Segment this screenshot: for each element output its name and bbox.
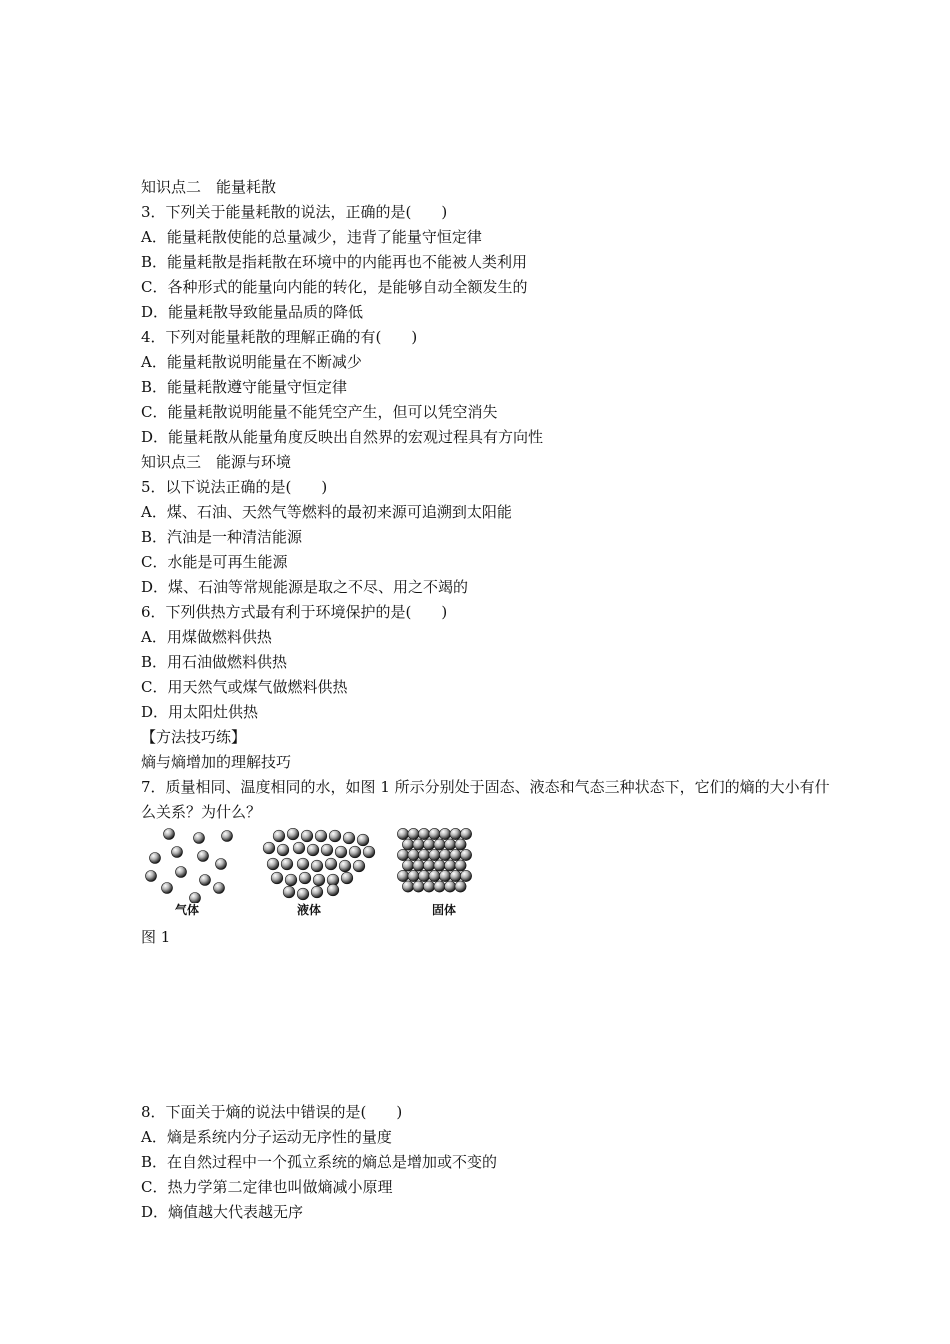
solid-molecule	[397, 828, 408, 839]
section-heading-energy-dissipation: 知识点二 能量耗散	[141, 178, 277, 196]
gas-molecule	[176, 867, 187, 878]
liquid-molecule	[353, 860, 365, 872]
question-8-option-a: A．熵是系统内分子运动无序性的量度	[141, 1128, 392, 1146]
liquid-molecule	[335, 846, 347, 858]
question-4-option-a: A．能量耗散说明能量在不断减少	[141, 353, 362, 371]
question-3-stem: 3．下列关于能量耗散的说法，正确的是( )	[141, 203, 448, 221]
solid-molecule	[423, 881, 434, 892]
question-4-stem: 4．下列对能量耗散的理解正确的有( )	[141, 328, 418, 346]
states-of-matter-figure	[141, 828, 501, 923]
liquid-molecule	[263, 842, 275, 854]
solid-molecule	[444, 860, 455, 871]
solid-molecule	[439, 849, 450, 860]
gas-molecule	[216, 859, 227, 870]
question-6-option-c: C．用天然气或煤气做燃料供热	[141, 678, 348, 696]
method-subheading: 熵与熵增加的理解技巧	[141, 753, 292, 771]
liquid-molecule	[315, 830, 327, 842]
solid-molecules	[397, 828, 471, 892]
solid-molecule	[402, 881, 413, 892]
question-8-option-b: B．在自然过程中一个孤立系统的熵总是增加或不变的	[141, 1153, 498, 1171]
liquid-molecule	[343, 832, 355, 844]
solid-molecule	[434, 881, 445, 892]
liquid-molecule	[321, 844, 333, 856]
section-heading-energy-environment: 知识点三 能源与环境	[141, 453, 292, 471]
figure-label-solid: 固体	[432, 903, 457, 917]
solid-molecule	[450, 828, 461, 839]
liquid-molecule	[357, 834, 369, 846]
liquid-molecule	[283, 886, 295, 898]
question-5-option-d: D．煤、石油等常规能源是取之不尽、用之不竭的	[141, 578, 469, 596]
solid-molecule	[429, 870, 440, 881]
gas-molecule	[222, 831, 233, 842]
gas-molecule	[200, 875, 211, 886]
liquid-molecule	[267, 858, 279, 870]
gas-molecule	[214, 883, 225, 894]
question-7-stem: 7．质量相同、温度相同的水，如图 1 所示分别处于固态、液态和气态三种状态下，它们的熵的大小有什么关系？为什么？	[141, 778, 830, 821]
document-page	[141, 175, 831, 1225]
question-3-option-d: D．能量耗散导致能量品质的降低	[141, 303, 364, 321]
question-3-option-a: A．能量耗散使能的总量减少，违背了能量守恒定律	[141, 228, 482, 246]
solid-molecule	[418, 828, 429, 839]
question-3-option-c: C．各种形式的能量向内能的转化，是能够自动全额发生的	[141, 278, 528, 296]
gas-molecule	[172, 847, 183, 858]
gas-molecules	[146, 829, 233, 904]
question-6-stem: 6．下列供热方式最有利于环境保护的是( )	[141, 603, 448, 621]
solid-molecule	[460, 828, 471, 839]
liquid-molecule	[339, 860, 351, 872]
question-3-option-b: B．能量耗散是指耗散在环境中的内能再也不能被人类利用	[141, 253, 528, 271]
question-6-option-d: D．用太阳灶供热	[141, 703, 259, 721]
solid-molecule	[429, 849, 440, 860]
answer-space	[141, 950, 831, 1100]
question-5-option-b: B．汽油是一种清洁能源	[141, 528, 303, 546]
solid-molecule	[413, 839, 424, 850]
solid-molecule	[434, 839, 445, 850]
liquid-molecule	[273, 830, 285, 842]
liquid-molecule	[297, 888, 309, 900]
solid-molecule	[455, 881, 466, 892]
liquid-molecule	[307, 844, 319, 856]
question-8-option-c: C．热力学第二定律也叫做熵减小原理	[141, 1178, 393, 1196]
solid-molecule	[408, 828, 419, 839]
gas-molecule	[146, 871, 157, 882]
question-4-option-b: B．能量耗散遵守能量守恒定律	[141, 378, 348, 396]
liquid-molecule	[287, 828, 299, 840]
solid-molecule	[413, 881, 424, 892]
liquid-molecule	[341, 872, 353, 884]
solid-molecule	[444, 881, 455, 892]
solid-molecule	[423, 860, 434, 871]
method-heading: 【方法技巧练】	[141, 728, 247, 746]
solid-molecule	[455, 860, 466, 871]
solid-molecule	[439, 828, 450, 839]
solid-molecule	[450, 849, 461, 860]
figure-label-liquid: 液体	[297, 903, 322, 917]
liquid-molecule	[327, 884, 339, 896]
solid-molecule	[444, 839, 455, 850]
liquid-molecules	[263, 828, 375, 900]
solid-molecule	[434, 860, 445, 871]
solid-molecule	[408, 870, 419, 881]
liquid-molecule	[301, 830, 313, 842]
liquid-molecule	[363, 846, 375, 858]
liquid-molecule	[311, 860, 323, 872]
liquid-molecule	[281, 858, 293, 870]
question-8-stem: 8．下面关于熵的说法中错误的是( )	[141, 1103, 403, 1121]
liquid-molecule	[299, 872, 311, 884]
liquid-molecule	[293, 842, 305, 854]
liquid-molecule	[349, 846, 361, 858]
liquid-molecule	[313, 874, 325, 886]
question-5-stem: 5．以下说法正确的是( )	[141, 478, 328, 496]
liquid-molecule	[271, 872, 283, 884]
solid-molecule	[402, 860, 413, 871]
solid-molecule	[418, 870, 429, 881]
liquid-molecule	[285, 874, 297, 886]
gas-molecule	[164, 829, 175, 840]
gas-molecule	[150, 853, 161, 864]
solid-molecule	[455, 839, 466, 850]
solid-molecule	[460, 849, 471, 860]
solid-molecule	[450, 870, 461, 881]
solid-molecule	[423, 839, 434, 850]
liquid-molecule	[325, 858, 337, 870]
solid-molecule	[408, 849, 419, 860]
figure-label-gas: 气体	[175, 903, 200, 917]
liquid-molecule	[311, 886, 323, 898]
question-4-option-d: D．能量耗散从能量角度反映出自然界的宏观过程具有方向性	[141, 428, 544, 446]
gas-molecule	[198, 851, 209, 862]
liquid-molecule	[329, 830, 341, 842]
solid-molecule	[418, 849, 429, 860]
solid-molecule	[397, 870, 408, 881]
gas-molecule	[162, 883, 173, 894]
liquid-molecule	[297, 858, 309, 870]
figure-caption: 图 1	[141, 928, 171, 946]
question-8-option-d: D．熵值越大代表越无序	[141, 1203, 304, 1221]
solid-molecule	[439, 870, 450, 881]
solid-molecule	[429, 828, 440, 839]
question-6-option-a: A．用煤做燃料供热	[141, 628, 272, 646]
question-5-option-c: C．水能是可再生能源	[141, 553, 288, 571]
solid-molecule	[460, 870, 471, 881]
liquid-molecule	[277, 844, 289, 856]
solid-molecule	[402, 839, 413, 850]
question-6-option-b: B．用石油做燃料供热	[141, 653, 288, 671]
solid-molecule	[413, 860, 424, 871]
gas-molecule	[194, 833, 205, 844]
molecule-diagram	[141, 828, 501, 903]
solid-molecule	[397, 849, 408, 860]
question-4-option-c: C．能量耗散说明能量不能凭空产生，但可以凭空消失	[141, 403, 498, 421]
question-5-option-a: A．煤、石油、天然气等燃料的最初来源可追溯到太阳能	[141, 503, 512, 521]
